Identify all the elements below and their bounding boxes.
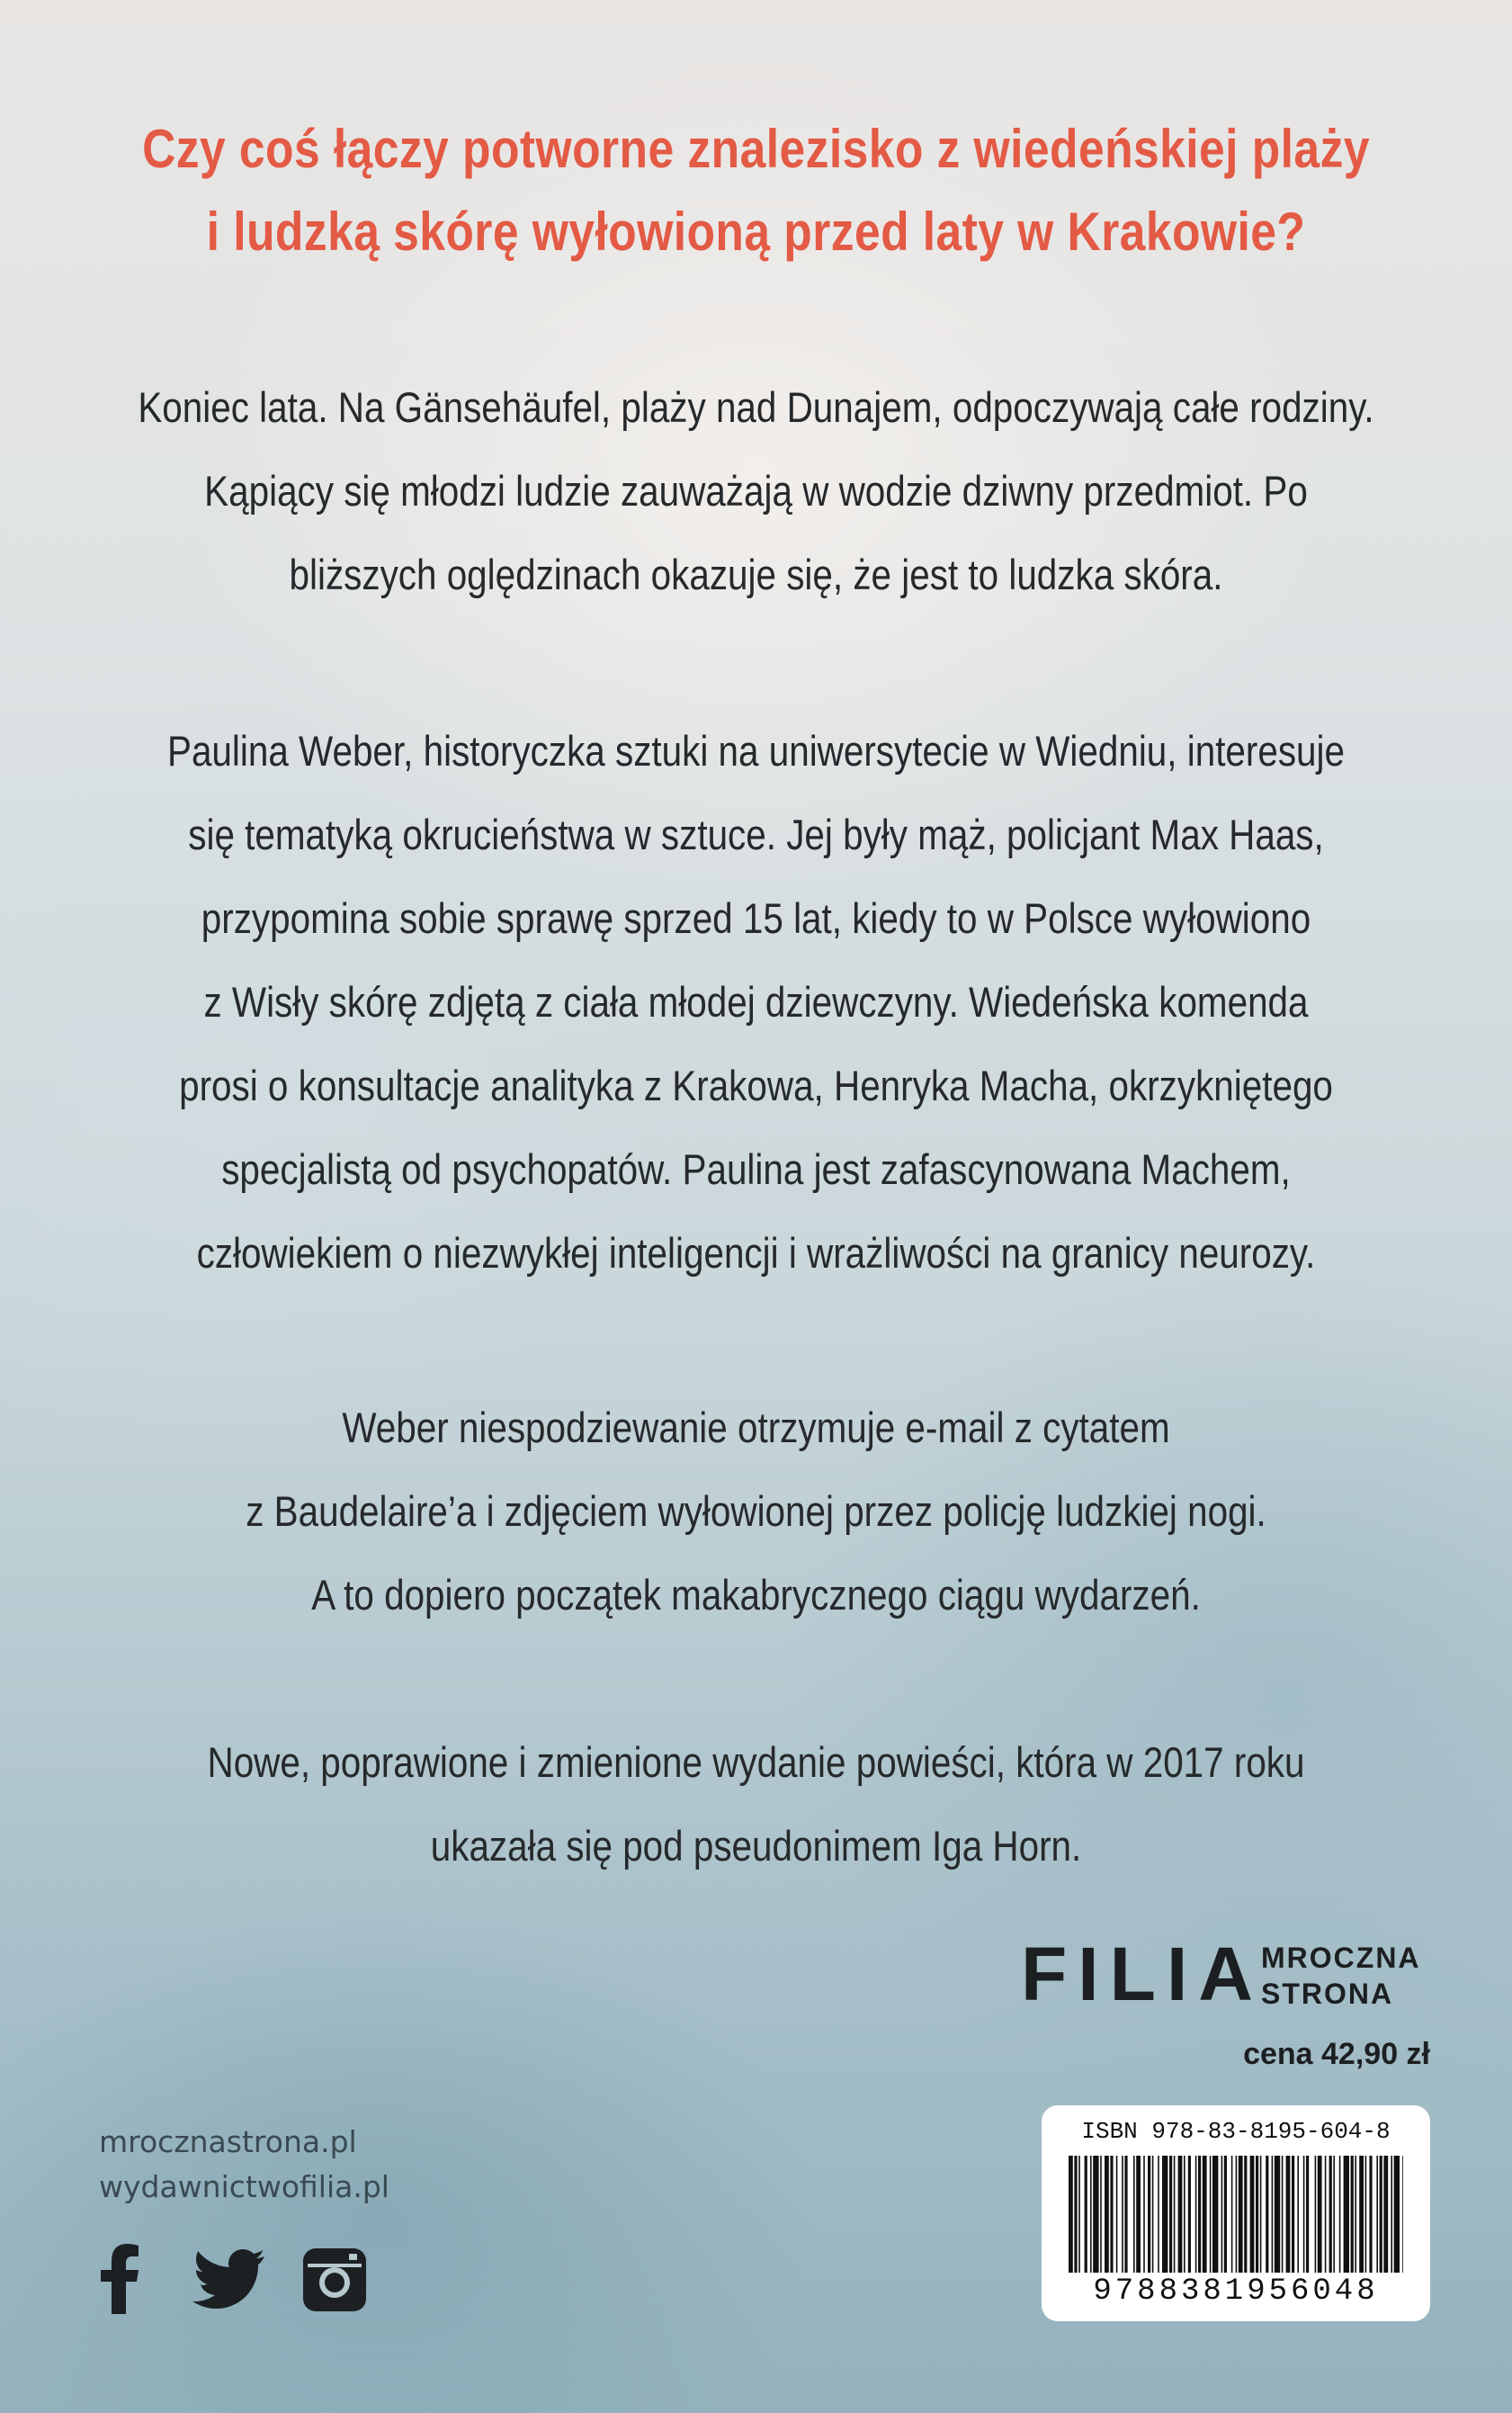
headline-line-1: Czy coś łączy potworne znalezisko z wiedeńskiej plaży [142,119,1370,179]
imprint-line-1: MROCZNA [1261,1942,1421,1974]
edition-note [106,1720,1407,1888]
barcode-sticker [1042,2105,1430,2321]
text-line: Kąpiący się młodzi ludzie zauważają w wodzie dziwny przedmiot. Po [204,467,1308,515]
imprint-name [1261,1940,1421,2012]
price-label: cena 42,90 zł [1243,2037,1430,2071]
blurb-paragraph-3 [106,1386,1407,1637]
blurb-paragraph-2 [106,709,1407,1295]
website-links [99,2120,389,2210]
filia-logo: FILIA [1021,1932,1264,2016]
headline-line-2: i ludzką skórę wyłowioną przed laty w Krakowie? [206,202,1306,262]
blurb-paragraph-1 [106,365,1407,616]
instagram-icon[interactable] [300,2246,369,2314]
text-line: z Wisły skórę zdjętą z ciała młodej dziewczyny. Wiedeńska komenda [203,978,1309,1026]
text-line: Paulina Weber, historyczka sztuki na uniwersytecie w Wiedniu, interesuje [166,727,1346,775]
twitter-icon[interactable] [192,2249,266,2309]
facebook-icon[interactable] [99,2242,140,2314]
barcode-icon [1069,2156,1403,2273]
ean-number: 9788381956048 [1093,2274,1379,2309]
isbn-label: ISBN 978-83-8195-604-8 [1081,2118,1391,2145]
text-line: prosi o konsultacje analityka z Krakowa, Henryka Macha, okrzykniętego [179,1062,1333,1109]
text-line: przypomina sobie sprawę sprzed 15 lat, kiedy to w Polsce wyłowiono [201,894,1311,942]
text-line: Nowe, poprawione i zmienione wydanie powieści, która w 2017 roku [207,1738,1305,1786]
text-line: ukazała się pod pseudonimem Iga Horn. [430,1822,1082,1870]
text-line: z Baudelaire’a i zdjęciem wyłowionej przez policję ludzkiej nogi. [246,1487,1266,1535]
text-line: Weber niespodziewanie otrzymuje e-mail z cytatem [342,1404,1170,1451]
text-line: się tematyką okrucieństwa w sztuce. Jej były mąż, policjant Max Haas, [188,811,1324,858]
imprint-line-2: STRONA [1261,1978,1394,2010]
text-line: A to dopiero początek makabrycznego ciągu wydarzeń. [311,1571,1201,1619]
text-line: bliższych oględzinach okazuje się, że jest to ludzka skóra. [289,551,1223,598]
headline [106,108,1407,274]
text-line: człowiekiem o niezwykłej inteligencji i wrażliwości na granicy neurozy. [196,1229,1316,1277]
text-line: specjalistą od psychopatów. Paulina jest zafascynowana Machem, [221,1145,1291,1193]
publisher-logo [1021,1925,1435,2024]
text-line: Koniec lata. Na Gänsehäufel, plaży nad Dunajem, odpoczywają całe rodziny. [138,383,1374,431]
link-mrocznastrona[interactable]: mrocznastrona.pl [99,2124,357,2159]
link-wydawnictwofilia[interactable]: wydawnictwofilia.pl [99,2169,389,2204]
